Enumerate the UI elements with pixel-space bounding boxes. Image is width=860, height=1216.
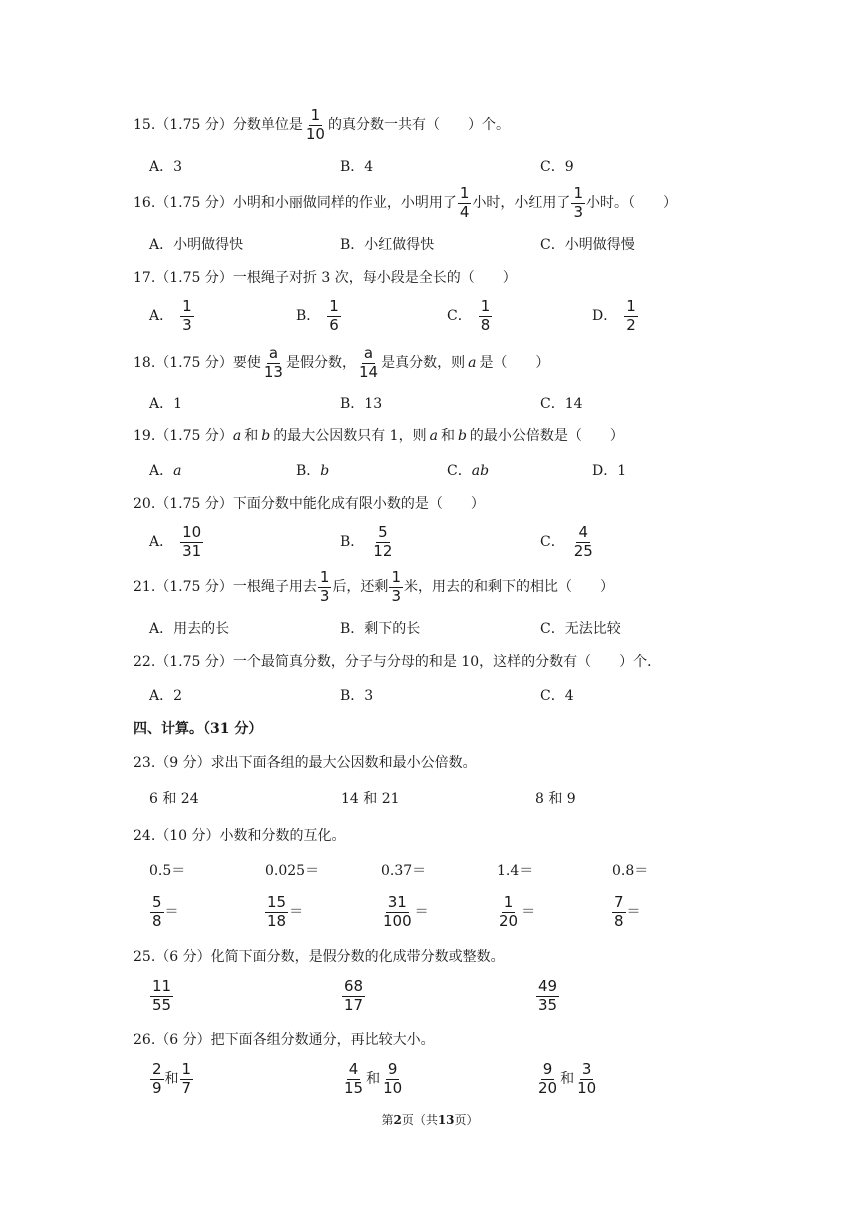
- option-c: C．无法比较: [540, 621, 621, 637]
- calc-item: 6 和 24: [149, 791, 199, 807]
- option-b: B．13: [340, 396, 383, 412]
- fraction-item: $\frac{15}{18}$ ＝: [267, 893, 304, 930]
- option-c: C．小明做得慢: [540, 237, 635, 253]
- page-number: 2: [393, 1113, 402, 1127]
- fraction: $\frac{1}{20}$: [499, 893, 519, 930]
- variable: b: [261, 428, 271, 444]
- fraction-item: $\frac{31}{100}$ ＝: [383, 893, 429, 930]
- option-c: C．9: [540, 159, 574, 175]
- option-c: C．ab: [447, 463, 490, 479]
- question-19: 19.（1.75 分） a 和 b 的最大公因数只有 1，则 a 和 b 的最小公倍数是（ ）: [133, 428, 624, 444]
- fraction: $\frac{11}{55}$: [152, 977, 172, 1014]
- option-b: B．b: [296, 463, 330, 479]
- fraction: $\frac{1}{3}$: [391, 568, 401, 605]
- question-25: 25.（6 分）化简下面分数，是假分数的化成带分数或整数。: [133, 949, 505, 965]
- option-b: B．4: [340, 159, 374, 175]
- question-text: 后，还剩: [332, 579, 389, 596]
- fraction: $\frac{1}{8}$: [480, 297, 491, 334]
- option-a: A．小明做得快: [149, 237, 244, 253]
- option-b: B．剩下的长: [340, 621, 421, 637]
- fraction: $\frac{7}{8}$: [614, 893, 624, 930]
- option-a: A． $\frac{10}{31}$: [149, 523, 202, 560]
- page-footer: 第2页（共13页）: [381, 1113, 479, 1127]
- fraction: $\frac{68}{17}$: [344, 977, 364, 1014]
- section-heading: 四、计算。（31 分）: [133, 721, 263, 737]
- fraction: $\frac{1}{2}$: [626, 297, 636, 334]
- fraction: $\frac{a}{13}$: [263, 344, 283, 381]
- calc-item: 14 和 21: [341, 791, 400, 807]
- decimal-item: 0.5＝: [149, 863, 186, 879]
- fraction: $\frac{3}{10}$: [577, 1060, 597, 1097]
- fraction: $\frac{a}{14}$: [358, 344, 379, 381]
- option-d: D．1: [592, 463, 627, 479]
- fraction-item: $\frac{1}{20}$ ＝: [499, 893, 536, 930]
- fraction: $\frac{1}{3}$: [573, 184, 583, 221]
- fraction: $\frac{1}{4}$: [459, 184, 470, 221]
- option-d: D． $\frac{1}{2}$: [592, 297, 636, 334]
- fraction: $\frac{5}{12}$: [373, 523, 393, 560]
- option-a: A．用去的长: [149, 621, 230, 637]
- question-text: 小时。（ ）: [585, 195, 677, 212]
- fraction: $\frac{1}{3}$: [319, 568, 330, 605]
- option-b: B． $\frac{1}{6}$: [296, 297, 339, 334]
- fraction: $\frac{1}{6}$: [329, 297, 339, 334]
- question-26: 26.（6 分）把下面各组分数通分，再比较大小。: [133, 1032, 435, 1048]
- fraction: $\frac{1}{10}$: [305, 106, 325, 143]
- question-16: [133, 186, 677, 221]
- variable: a: [429, 428, 438, 444]
- question-text: 的真分数一共有（ ）个。: [327, 117, 510, 134]
- fraction: $\frac{4}{15}$: [344, 1060, 364, 1097]
- question-text: 21.（1.75 分）一根绳子用去: [133, 579, 317, 596]
- decimal-item: 1.4＝: [497, 863, 534, 879]
- option-b: B．3: [340, 688, 374, 704]
- fraction: $\frac{15}{18}$: [267, 893, 287, 930]
- fraction-pair: $\frac{2}{9}$ 和 $\frac{1}{7}$: [152, 1060, 192, 1097]
- calc-item: 8 和 9: [535, 791, 576, 807]
- question-22: 22.（1.75 分）一个最简真分数，分子与分母的和是 10，这样的分数有（ ）个．: [133, 654, 662, 670]
- fraction: $\frac{1}{3}$: [182, 297, 192, 334]
- question-text: 是（ ）: [479, 355, 550, 372]
- fraction-item: $\frac{7}{8}$ ＝: [614, 893, 641, 930]
- option-a: A．3: [149, 159, 183, 175]
- option-a: A．2: [149, 688, 183, 704]
- option-a: A．1: [149, 396, 183, 412]
- question-text: 是真分数，则: [381, 355, 466, 372]
- option-c: C． $\frac{4}{25}$: [540, 523, 593, 560]
- question-17: 17.（1.75 分）一根绳子对折 3 次，每小段是全长的（ ）: [133, 270, 517, 286]
- fraction-item: $\frac{5}{8}$ ＝: [152, 893, 179, 930]
- option-c: C．4: [540, 688, 574, 704]
- decimal-item: 0.8＝: [612, 863, 649, 879]
- option-b: B．小红做得快: [340, 237, 435, 253]
- fraction: $\frac{2}{9}$: [152, 1060, 162, 1097]
- fraction: $\frac{9}{10}$: [383, 1060, 403, 1097]
- option-b: B． $\frac{5}{12}$: [340, 523, 393, 560]
- option-c: C．14: [540, 396, 583, 412]
- question-text: 15.（1.75 分）分数单位是: [133, 117, 303, 134]
- fraction: $\frac{49}{35}$: [538, 977, 558, 1014]
- page-total: 13: [437, 1113, 455, 1127]
- fraction: $\frac{9}{20}$: [538, 1060, 558, 1097]
- variable: a: [232, 428, 242, 444]
- decimal-item: 0.37＝: [381, 863, 427, 879]
- question-24: 24.（10 分）小数和分数的互化。: [133, 828, 346, 844]
- variable: a: [468, 355, 477, 372]
- question-21: [133, 570, 614, 605]
- option-a: A．a: [149, 463, 182, 479]
- option-c: C． $\frac{1}{8}$: [447, 297, 491, 334]
- fraction: $\frac{10}{31}$: [182, 523, 202, 560]
- fraction: $\frac{5}{8}$: [152, 893, 162, 930]
- fraction: $\frac{31}{100}$: [383, 893, 412, 930]
- question-18: [133, 346, 549, 381]
- option-a: A． $\frac{1}{3}$: [149, 297, 192, 334]
- question-15: [133, 108, 510, 143]
- question-text: 16.（1.75 分）小明和小丽做同样的作业，小明用了: [133, 195, 457, 212]
- fraction-item: [535, 979, 560, 1014]
- fraction-item: [341, 979, 366, 1014]
- question-text: 是假分数，: [285, 355, 356, 372]
- question-text: 小时，小红用了: [472, 195, 571, 212]
- fraction-item: [149, 979, 174, 1014]
- question-text: 18.（1.75 分）要使: [133, 355, 261, 372]
- decimal-item: 0.025＝: [265, 863, 320, 879]
- question-20: 20.（1.75 分）下面分数中能化成有限小数的是（ ）: [133, 496, 485, 512]
- fraction: $\frac{1}{7}$: [181, 1060, 192, 1097]
- variable: b: [457, 428, 467, 444]
- fraction-pair: $\frac{9}{20}$ 和 $\frac{3}{10}$: [538, 1060, 597, 1097]
- question-23: 23.（9 分）求出下面各组的最大公因数和最小公倍数。: [133, 755, 477, 771]
- question-text: 米，用去的和剩下的相比（ ）: [403, 579, 614, 596]
- fraction-pair: $\frac{4}{15}$ 和 $\frac{9}{10}$: [344, 1060, 403, 1097]
- fraction: $\frac{4}{25}$: [573, 523, 593, 560]
